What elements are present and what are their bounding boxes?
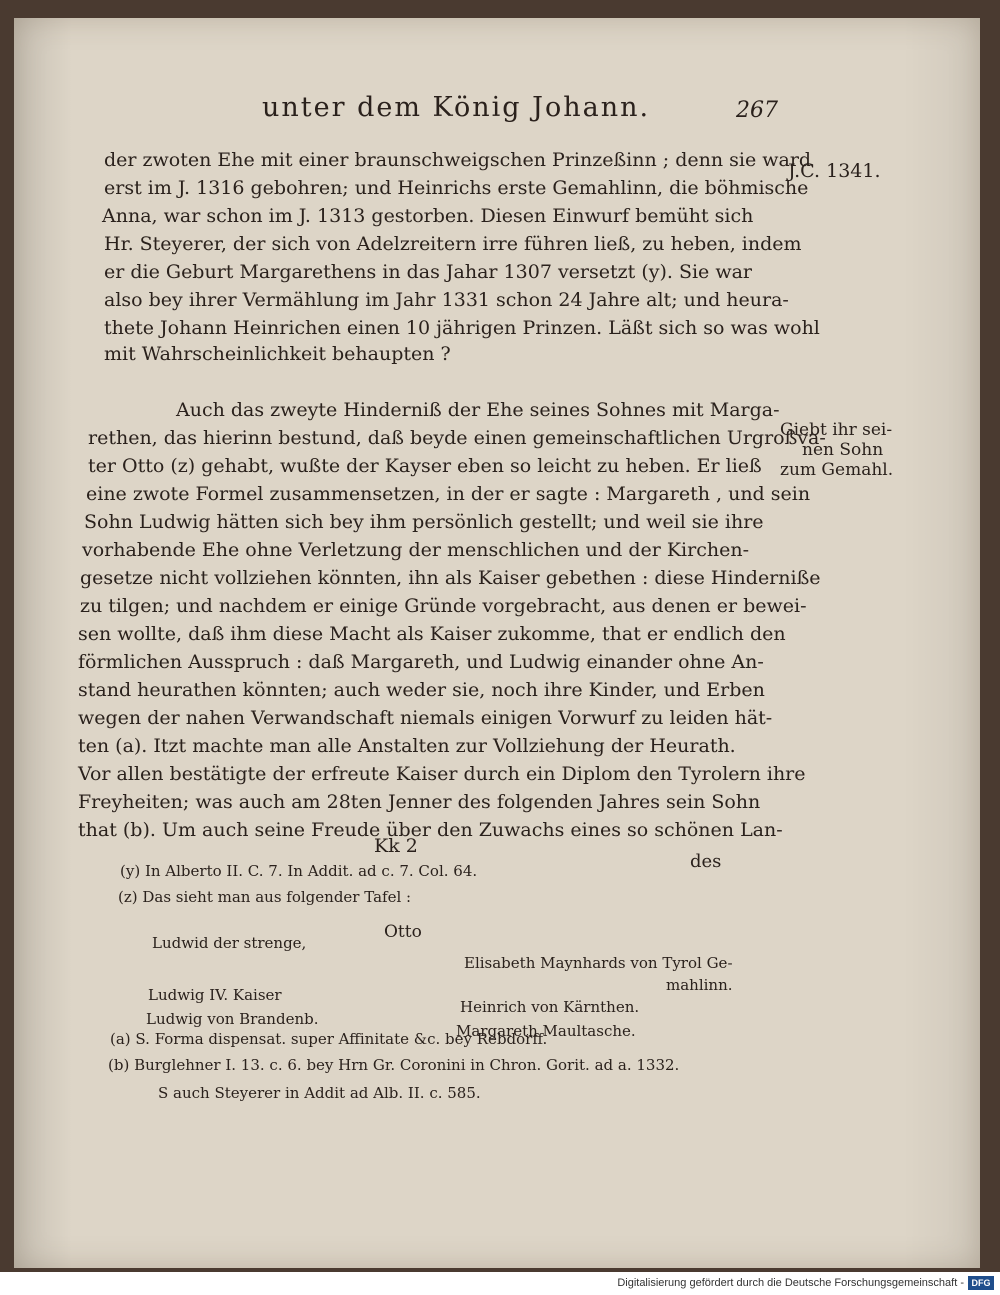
text-line: zu tilgen; und nachdem er einige Gründe vorgebracht, aus denen er bewei-	[80, 595, 807, 617]
running-title: unter dem König Johann.	[262, 92, 651, 123]
text-line: Hr. Steyerer, der sich von Adelzreitern irre führen ließ, zu heben, indem	[104, 233, 802, 255]
genealogy-right: mahlinn.	[666, 976, 733, 994]
text-line: Vor allen bestätigte der erfreute Kaiser durch ein Diplom den Tyrolern ihre	[78, 763, 806, 785]
footnote-a: (a) S. Forma dispensat. super Affinitate &c. bey Rebdorff.	[110, 1030, 548, 1048]
genealogy-left: Ludwid der strenge,	[152, 934, 307, 952]
text-line: gesetze nicht vollziehen könnten, ihn als Kaiser gebethen : diese Hinderniße	[80, 567, 821, 589]
text-line: Auch das zweyte Hinderniß der Ehe seines Sohnes mit Marga-	[176, 399, 780, 421]
text-line: ten (a). Itzt machte man alle Anstalten zur Vollziehung der Heurath.	[78, 735, 736, 757]
text-line: ter Otto (z) gehabt, wußte der Kayser eben so leicht zu heben. Er ließ	[88, 455, 762, 477]
footnote-z: (z) Das sieht man aus folgender Tafel :	[118, 888, 412, 906]
text-line: eine zwote Formel zusammensetzen, in der er sagte : Margareth , und sein	[86, 483, 811, 505]
margin-note-line: zum Gemahl.	[780, 460, 894, 480]
page-number: 267	[736, 98, 778, 123]
text-line: er die Geburt Margarethens in das Jahar 1307 versetzt (y). Sie war	[104, 261, 753, 283]
signature-mark: Kk 2	[374, 835, 418, 857]
text-line: der zwoten Ehe mit einer braunschweigschen Prinzeßinn ; denn sie ward	[104, 149, 812, 171]
margin-note-line: Giebt ihr sei-	[780, 420, 893, 440]
margin-note-line: nen Sohn	[802, 440, 884, 460]
footnote-y: (y) In Alberto II. C. 7. In Addit. ad c. 7. Col. 64.	[120, 862, 478, 880]
footnote-b-continued: S auch Steyerer in Addit ad Alb. II. c. 585.	[158, 1084, 481, 1102]
text-line: Freyheiten; was auch am 28ten Jenner des folgenden Jahres sein Sohn	[78, 791, 761, 813]
footer-bar	[0, 1272, 1000, 1295]
genealogy-right: Margareth Maultasche.	[456, 1022, 636, 1040]
footnote-b: (b) Burglehner I. 13. c. 6. bey Hrn Gr. Coronini in Chron. Gorit. ad a. 1332.	[108, 1056, 680, 1074]
genealogy-left: Ludwig IV. Kaiser	[148, 986, 282, 1004]
text-line: sen wollte, daß ihm diese Macht als Kaiser zukomme, that er endlich den	[78, 623, 786, 645]
text-line: thete Johann Heinrichen einen 10 jährigen Prinzen. Läßt sich so was wohl	[104, 317, 820, 339]
text-line: stand heurathen könnten; auch weder sie, noch ihre Kinder, und Erben	[78, 679, 765, 701]
text-line: erst im J. 1316 gebohren; und Heinrichs erste Gemahlinn, die böhmische	[104, 177, 809, 199]
genealogy-right: Elisabeth Maynhards von Tyrol Ge-	[464, 954, 733, 972]
catchword: des	[690, 851, 722, 872]
margin-year: J.C. 1341.	[788, 160, 881, 182]
dfg-logo-icon: DFG	[968, 1276, 994, 1290]
text-line: rethen, das hierinn bestund, daß beyde einen gemeinschaftlichen Urgroßva-	[88, 427, 826, 449]
genealogy-right: Heinrich von Kärnthen.	[460, 998, 640, 1016]
genealogy-root: Otto	[384, 922, 422, 942]
text-line: Anna, war schon im J. 1313 gestorben. Diesen Einwurf bemüht sich	[102, 205, 754, 227]
text-line: also bey ihrer Vermählung im Jahr 1331 schon 24 Jahre alt; und heura-	[104, 289, 789, 311]
text-line: mit Wahrscheinlichkeit behaupten ?	[104, 343, 451, 365]
text-line: wegen der nahen Verwandschaft niemals einigen Vorwurf zu leiden hät-	[78, 707, 773, 729]
digitization-credit: Digitalisierung gefördert durch die Deutsche Forschungsgemeinschaft -	[617, 1277, 964, 1289]
genealogy-left: Ludwig von Brandenb.	[146, 1010, 319, 1028]
text-line: förmlichen Ausspruch : daß Margareth, und Ludwig einander ohne An-	[78, 651, 764, 673]
text-line: Sohn Ludwig hätten sich bey ihm persönlich gestellt; und weil sie ihre	[84, 511, 764, 533]
text-line: vorhabende Ehe ohne Verletzung der menschlichen und der Kirchen-	[82, 539, 749, 561]
text-line: that (b). Um auch seine Freude über den Zuwachs eines so schönen Lan-	[78, 819, 783, 841]
